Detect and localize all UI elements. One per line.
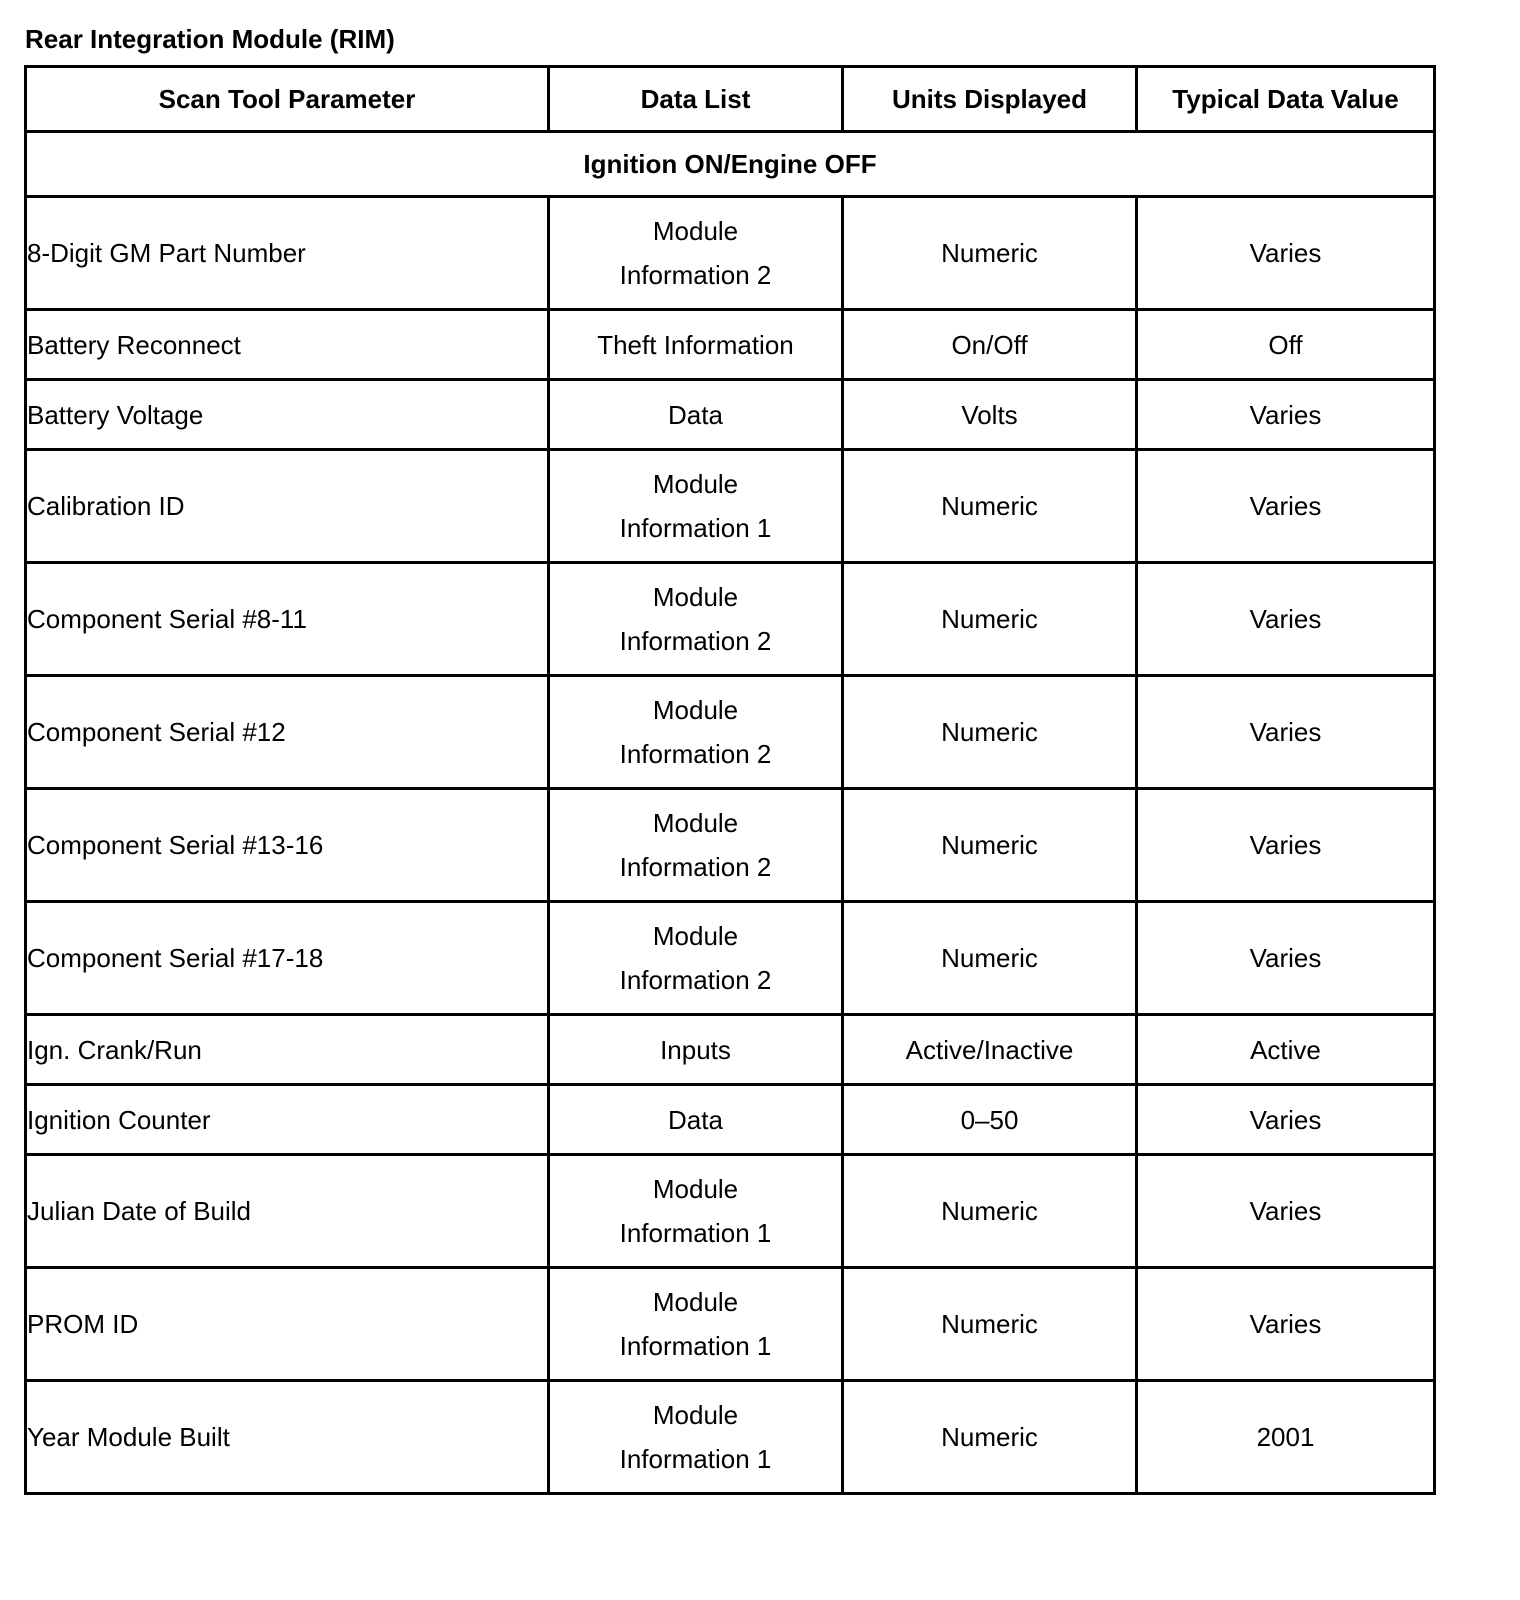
cell-parameter: 8-Digit GM Part Number <box>26 197 549 310</box>
cell-data-list-line: Information 2 <box>619 965 772 995</box>
cell-data-list-line: Module <box>652 695 739 725</box>
cell-data-list-line: Module <box>652 1400 739 1430</box>
cell-data-list-line: Module <box>652 808 739 838</box>
cell-data-list-line: Inputs <box>660 1034 731 1065</box>
table-body <box>26 132 1435 1494</box>
cell-data-list <box>549 676 843 789</box>
cell-data-list <box>549 1085 843 1155</box>
cell-data-list-line: Module <box>652 582 739 612</box>
cell-parameter: Battery Reconnect <box>26 310 549 380</box>
cell-units: Numeric <box>843 902 1137 1015</box>
cell-data-list <box>549 1268 843 1381</box>
cell-parameter: Component Serial #8-11 <box>26 563 549 676</box>
cell-typical-value: Varies <box>1137 789 1435 902</box>
cell-units: Numeric <box>843 563 1137 676</box>
cell-parameter: Ignition Counter <box>26 1085 549 1155</box>
table-row <box>26 1015 1435 1085</box>
cell-data-list-line: Information 1 <box>619 1331 772 1361</box>
cell-data-list-line: Data <box>668 1104 723 1135</box>
cell-data-list-line: Information 2 <box>619 626 772 656</box>
cell-data-list-line: Module <box>652 469 739 499</box>
cell-data-list-line: Module <box>652 216 739 246</box>
cell-data-list-line: Information 1 <box>619 1444 772 1474</box>
cell-units: Active/Inactive <box>843 1015 1137 1085</box>
cell-data-list <box>549 789 843 902</box>
cell-units: Numeric <box>843 450 1137 563</box>
cell-data-list-line: Information 2 <box>619 739 772 769</box>
cell-typical-value: Active <box>1137 1015 1435 1085</box>
cell-parameter: Component Serial #12 <box>26 676 549 789</box>
cell-data-list <box>549 450 843 563</box>
column-header-parameter: Scan Tool Parameter <box>26 67 549 132</box>
cell-parameter: Year Module Built <box>26 1381 549 1494</box>
table-row <box>26 676 1435 789</box>
cell-data-list-line: Information 2 <box>619 260 772 290</box>
cell-parameter: PROM ID <box>26 1268 549 1381</box>
cell-typical-value: 2001 <box>1137 1381 1435 1494</box>
table-row <box>26 902 1435 1015</box>
cell-typical-value: Off <box>1137 310 1435 380</box>
table-row <box>26 563 1435 676</box>
cell-data-list-line: Information 1 <box>619 513 772 543</box>
cell-typical-value: Varies <box>1137 1155 1435 1268</box>
column-header-data-list: Data List <box>549 67 843 132</box>
cell-data-list <box>549 1155 843 1268</box>
table-row <box>26 1155 1435 1268</box>
cell-typical-value: Varies <box>1137 676 1435 789</box>
cell-typical-value: Varies <box>1137 380 1435 450</box>
cell-units: Numeric <box>843 1268 1137 1381</box>
table-header-row <box>26 67 1435 132</box>
cell-units: Numeric <box>843 1155 1137 1268</box>
cell-data-list <box>549 1015 843 1085</box>
cell-parameter: Component Serial #13-16 <box>26 789 549 902</box>
cell-parameter: Component Serial #17-18 <box>26 902 549 1015</box>
table-row <box>26 1381 1435 1494</box>
table-row <box>26 1268 1435 1381</box>
cell-data-list-line: Theft Information <box>597 329 794 360</box>
cell-units: Numeric <box>843 1381 1137 1494</box>
cell-data-list-line: Module <box>652 921 739 951</box>
cell-data-list-line: Data <box>668 399 723 430</box>
table-row <box>26 1085 1435 1155</box>
rim-data-table <box>24 65 1436 1495</box>
cell-typical-value: Varies <box>1137 563 1435 676</box>
cell-units: Numeric <box>843 197 1137 310</box>
table-row <box>26 450 1435 563</box>
cell-typical-value: Varies <box>1137 450 1435 563</box>
cell-data-list <box>549 563 843 676</box>
cell-data-list <box>549 902 843 1015</box>
cell-units: Numeric <box>843 676 1137 789</box>
cell-units: Volts <box>843 380 1137 450</box>
cell-parameter: Julian Date of Build <box>26 1155 549 1268</box>
cell-parameter: Ign. Crank/Run <box>26 1015 549 1085</box>
cell-typical-value: Varies <box>1137 197 1435 310</box>
table-row <box>26 789 1435 902</box>
cell-data-list-line: Module <box>652 1287 739 1317</box>
cell-data-list <box>549 310 843 380</box>
section-row <box>26 132 1435 197</box>
cell-parameter: Battery Voltage <box>26 380 549 450</box>
cell-data-list-line: Information 2 <box>619 852 772 882</box>
cell-data-list <box>549 1381 843 1494</box>
column-header-units: Units Displayed <box>843 67 1137 132</box>
table-row <box>26 310 1435 380</box>
cell-typical-value: Varies <box>1137 1085 1435 1155</box>
cell-parameter: Calibration ID <box>26 450 549 563</box>
document-title: Rear Integration Module (RIM) <box>25 24 395 54</box>
cell-data-list <box>549 197 843 310</box>
cell-typical-value: Varies <box>1137 1268 1435 1381</box>
cell-data-list-line: Information 1 <box>619 1218 772 1248</box>
cell-data-list-line: Module <box>652 1174 739 1204</box>
table-row <box>26 197 1435 310</box>
cell-units: 0–50 <box>843 1085 1137 1155</box>
table-row <box>26 380 1435 450</box>
cell-units: Numeric <box>843 789 1137 902</box>
column-header-typical-value: Typical Data Value <box>1137 67 1435 132</box>
cell-data-list <box>549 380 843 450</box>
cell-units: On/Off <box>843 310 1137 380</box>
section-heading: Ignition ON/Engine OFF <box>26 132 1435 197</box>
cell-typical-value: Varies <box>1137 902 1435 1015</box>
